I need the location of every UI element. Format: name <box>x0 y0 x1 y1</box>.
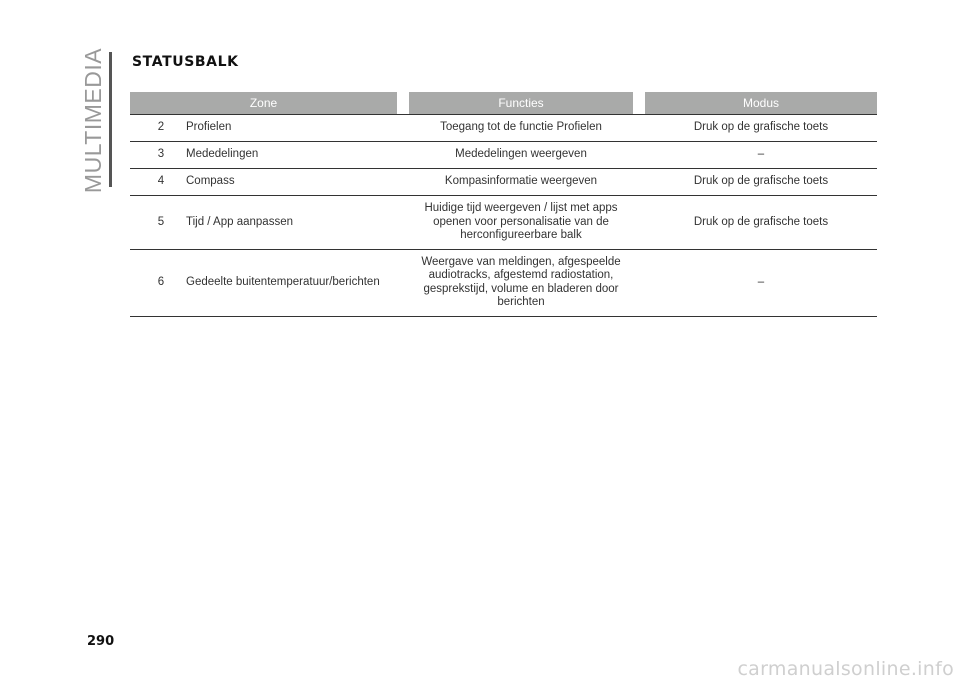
gap-cell <box>633 115 645 142</box>
modus-cell: – <box>645 142 877 169</box>
modus-cell: – <box>645 250 877 317</box>
zone-name: Mededelingen <box>186 148 259 161</box>
zone-name: Gedeelte buitentemperatuur/berichten <box>186 275 380 288</box>
zone-number: 2 <box>157 121 165 134</box>
zone-cell <box>130 142 397 169</box>
section-side-label <box>80 47 107 193</box>
zone-name: Profielen <box>186 121 232 134</box>
zone-cell <box>130 115 397 142</box>
functie-cell: Kompasinformatie weergeven <box>409 169 633 196</box>
header-gap <box>397 92 409 115</box>
gap-cell <box>397 250 409 317</box>
modus-cell: Druk op de grafische toets <box>645 169 877 196</box>
table-row <box>130 196 877 250</box>
modus-cell: Druk op de grafische toets <box>645 196 877 250</box>
table-row <box>130 115 877 142</box>
zone-number: 4 <box>157 175 165 188</box>
zone-name: Compass <box>186 175 235 188</box>
gap-cell <box>633 196 645 250</box>
zone-cell <box>130 196 397 250</box>
zone-cell <box>130 169 397 196</box>
gap-cell <box>633 250 645 317</box>
gap-cell <box>397 142 409 169</box>
table-row <box>130 169 877 196</box>
zone-name: Tijd / App aanpassen <box>186 215 293 228</box>
header-zone: Zone <box>130 92 397 115</box>
zone-number: 6 <box>157 275 165 288</box>
header-gap <box>633 92 645 115</box>
zone-number: 5 <box>157 215 165 228</box>
header-modus: Modus <box>645 92 877 115</box>
watermark: carmanualsonline.info <box>737 658 954 680</box>
gap-cell <box>633 142 645 169</box>
table-header-row <box>130 92 877 115</box>
modus-cell: Druk op de grafische toets <box>645 115 877 142</box>
page-title: STATUSBALK <box>132 54 239 70</box>
gap-cell <box>397 115 409 142</box>
status-bar-table <box>130 92 877 317</box>
gap-cell <box>633 169 645 196</box>
table-row <box>130 250 877 317</box>
functie-cell: Mededelingen weergeven <box>409 142 633 169</box>
gap-cell <box>397 169 409 196</box>
functie-cell: Weergave van meldingen, afgespeelde audiotracks, afgestemd radiostation, gesprekstijd, volume en bladeren door berichten <box>409 250 633 317</box>
header-functies: Functies <box>409 92 633 115</box>
page-number: 290 <box>87 634 115 649</box>
gap-cell <box>397 196 409 250</box>
functie-cell: Huidige tijd weergeven / lijst met apps openen voor personalisatie van de herconfigureerbare balk <box>409 196 633 250</box>
zone-cell <box>130 250 397 317</box>
section-side-label-text: MULTIMEDIA <box>80 47 107 193</box>
zone-number: 3 <box>157 148 165 161</box>
section-side-rule <box>109 52 112 187</box>
functie-cell: Toegang tot de functie Profielen <box>409 115 633 142</box>
table-row <box>130 142 877 169</box>
